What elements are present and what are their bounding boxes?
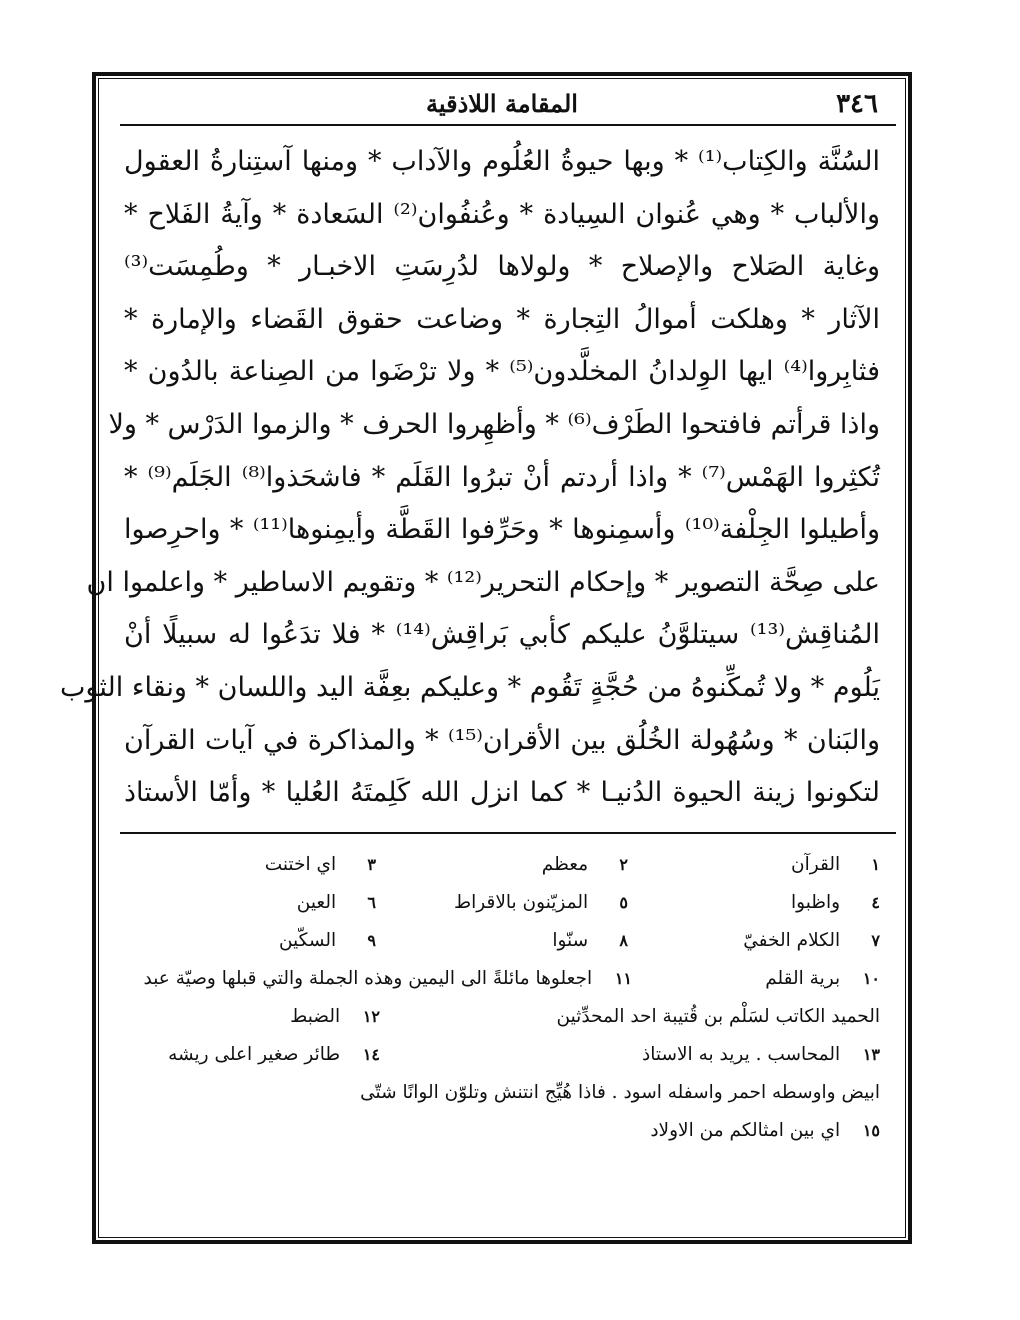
text-line: لتكونوا زينة الحيوة الدُنيـا * كما انزل الله كَلِمتَهُ العُليا * وأمّا الأستاذ: [124, 777, 880, 809]
footnote-row: [124, 846, 880, 884]
footnote-number: ١٥: [862, 1121, 880, 1140]
footnote-number: ١٢: [362, 1007, 380, 1026]
footnote-row: [124, 1036, 880, 1074]
footnote-text: الكلام الخفيّ: [743, 930, 841, 951]
footnote-item: [628, 922, 880, 960]
footnote-text: المزيّنون بالاقراط: [454, 892, 589, 913]
footnote-number: ٦: [367, 893, 376, 912]
footnote-number: ١٣: [862, 1045, 880, 1064]
footnote-text: معظم: [541, 854, 589, 875]
footnote-text: السكّين: [278, 930, 337, 951]
footnote-item: [124, 960, 632, 998]
footnote-item: [376, 846, 628, 884]
footnote-text: طائر صغير اعلى ريشه: [168, 1044, 341, 1065]
footnote-continuation: الحميد الكاتب لسَلْم بن قُتيبة احد المحدِّثين: [556, 1006, 880, 1027]
footnote-number: ٥: [619, 893, 628, 912]
footnote-text: الضبط: [290, 1006, 341, 1027]
footnote-text: اي بين امثالكم من الاولاد: [650, 1120, 841, 1141]
page-header: [126, 86, 878, 122]
footnote-item: [628, 846, 880, 884]
text-line: تُكثِروا الهَمْس⁽⁷⁾ * واذا أردتم أنْ تبرُوا القَلَم * فاشحَذوا⁽⁸⁾ الجَلَم⁽⁹⁾ *: [124, 461, 881, 493]
footnote-row: [124, 922, 880, 960]
footnote-number: ٢: [619, 855, 628, 874]
page-number: ٣٤٦: [836, 89, 878, 119]
text-line: المُناقِش⁽¹³⁾ سيتلوَّنُ عليكم كأبي بَراقِش⁽¹⁴⁾ * فلا تدَعُوا له سبيلًا أنْ: [124, 619, 880, 651]
footnote-number: ١٤: [362, 1045, 380, 1064]
footnote-text: القرآن: [791, 854, 841, 875]
main-text-block: [60, 136, 881, 820]
footnote-item: [376, 922, 628, 960]
running-title: المقامة اللاذقية: [426, 89, 578, 118]
footnote-text: واظبوا: [791, 892, 841, 913]
text-line: وأطيلوا الجِلْفة⁽¹⁰⁾ وأسمِنوها * وحَرِّفوا القَطَّة وأيمِنوها⁽¹¹⁾ * واحرِصوا: [124, 514, 880, 546]
footnote-text: برية القلم: [765, 968, 841, 989]
text-line: الآثار * وهلكت أموالُ التِجارة * وضاعت حقوق القَضاء والإمارة *: [124, 303, 880, 335]
footnote-item: [124, 1036, 380, 1074]
text-line: وغاية الصَلاح والإصلاح * ولولاها لدُرِسَتِ الاخبـار * وطُمِسَت⁽³⁾: [124, 251, 880, 283]
footnote-item: [124, 998, 380, 1036]
footnote-number: ٤: [871, 893, 880, 912]
footnote-row: [124, 998, 880, 1036]
footnote-number: ٧: [871, 931, 880, 950]
footnote-item: [124, 922, 376, 960]
footnote-item: [124, 884, 376, 922]
footnote-number: ٣: [367, 855, 376, 874]
footnote-row: [124, 884, 880, 922]
footnote-number: ١٠: [862, 969, 880, 988]
footnote-text: المحاسب . يريد به الاستاذ: [642, 1044, 841, 1065]
footnote-item: [628, 884, 880, 922]
footnote-rule: [120, 832, 896, 834]
footnote-number: ٨: [619, 931, 628, 950]
footnote-number: ٩: [367, 931, 376, 950]
footnote-item: [124, 1112, 880, 1150]
text-line: والبَنان * وسُهُولة الخُلُق بين الأقران⁽¹⁵⁾ * والمذاكرة في آيات القرآن: [124, 724, 880, 756]
footnote-item: [124, 846, 376, 884]
text-line: السُنَّة والكِتاب⁽¹⁾ * وبها حيوةُ العُلُوم والآداب * ومنها آستِنارةُ العقول: [124, 146, 881, 177]
text-line: يَلُوم * ولا تُمكِّنوهُ من حُجَّةٍ تَقُوم * وعليكم بعِفَّة اليد واللسان * ونقاء الثوب: [60, 671, 880, 703]
footnote-text: اي اختنت: [264, 854, 337, 875]
footnote-number: ١: [871, 855, 880, 874]
header-rule: [120, 124, 896, 126]
footnote-item: [632, 960, 880, 998]
text-line: والألباب * وهي عُنوان السِيادة * وعُنفُوان⁽²⁾ السَعادة * وآيةُ الفَلاح *: [124, 198, 880, 230]
footnote-item: [380, 1036, 880, 1074]
text-line: فثابِروا⁽⁴⁾ ايها الوِلدانُ المخلَّدون⁽⁵⁾ * ولا ترْضَوا من الصِناعة بالدُون *: [124, 356, 880, 388]
footnote-text: اجعلوها مائلةً الى اليمين وهذه الجملة والتي قبلها وصيّة عبد: [143, 968, 593, 989]
footnote-continuation: ابيض واوسطه احمر واسفله اسود . فاذا هُيِّج انتنش وتلوّن الوانًا شتّى: [360, 1082, 880, 1103]
footnote-item: [376, 884, 628, 922]
text-line: على صِحَّة التصوير * وإحكام التحرير⁽¹²⁾ * وتقويم الاساطير * واعلموا ان: [86, 566, 880, 598]
footnote-text: سنّوا: [552, 930, 589, 951]
footnote-row: [124, 960, 880, 998]
footnote-text: العين: [296, 892, 337, 913]
footnote-number: ١١: [614, 969, 632, 988]
text-line: واذا قرأتم فافتحوا الطَرْف⁽⁶⁾ * وأظهِروا الحرف * والزموا الدَرْس * ولا: [108, 408, 880, 440]
footnotes-block: [124, 846, 880, 1150]
